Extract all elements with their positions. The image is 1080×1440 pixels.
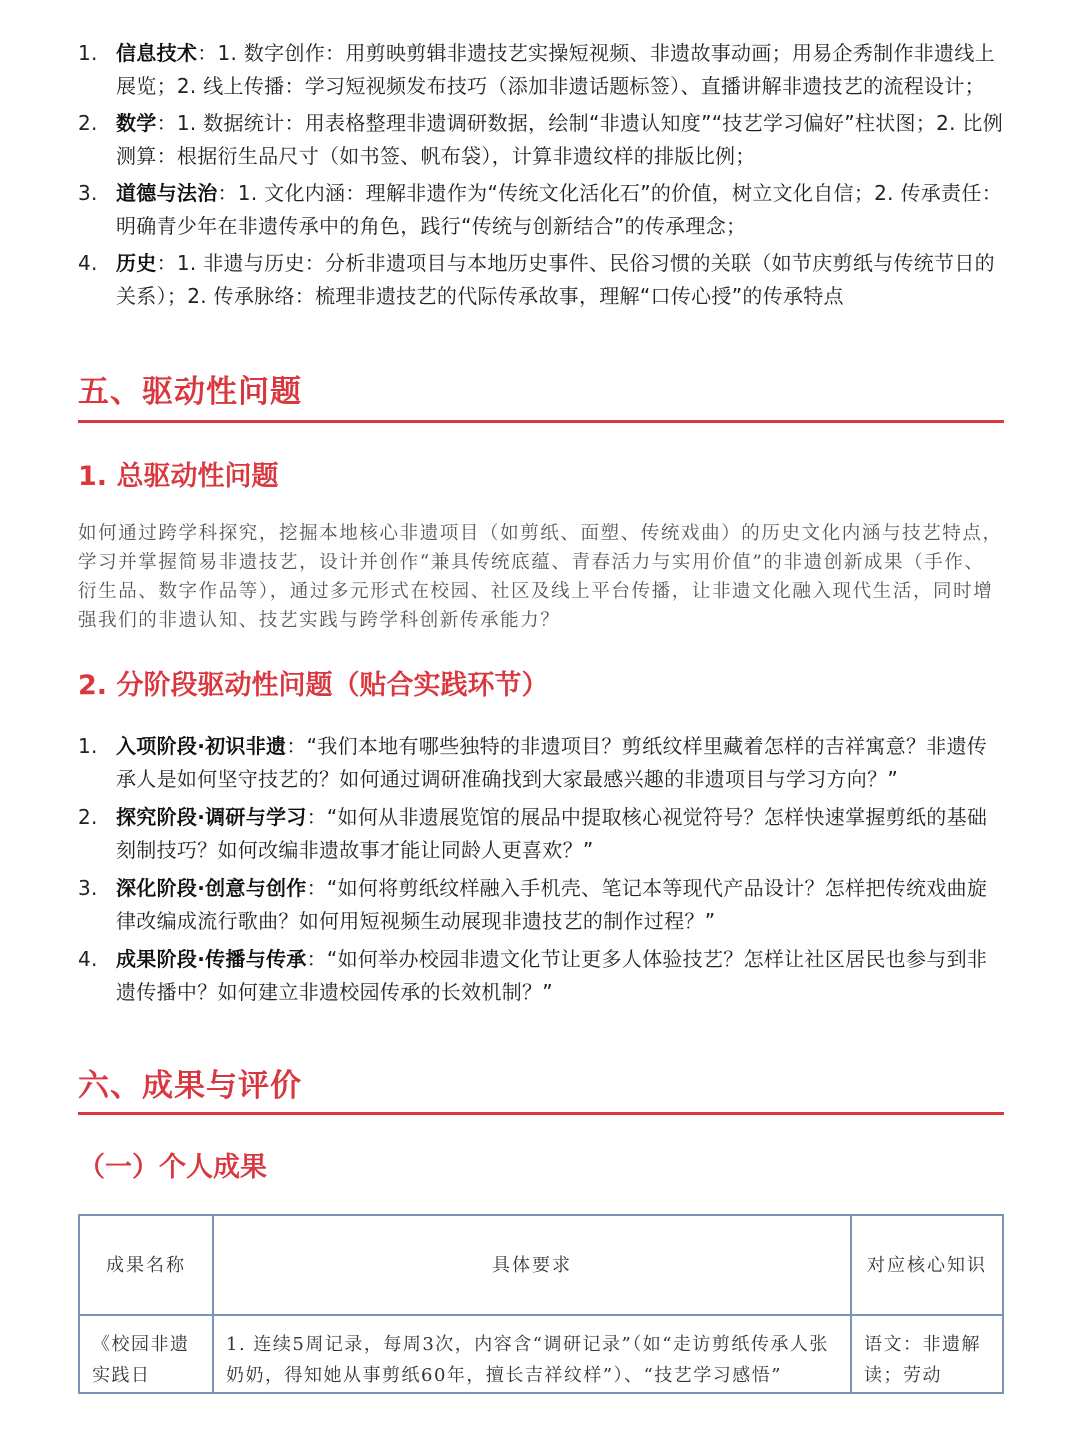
- item-text: ：“如何举办校园非遗文化节让更多人体验技艺？怎样让社区居民也参与到非遗传播中？如何建立非遗校园传承的长效机制？”: [116, 947, 988, 1004]
- achievement-table: [78, 1214, 1004, 1394]
- list-item: [78, 730, 1004, 796]
- subsection-heading: 1. 总驱动性问题: [78, 461, 279, 492]
- stage-question-list: [78, 730, 1004, 1014]
- item-number: 4.: [78, 251, 98, 275]
- page-bottom-crop: [0, 1397, 1080, 1440]
- item-label: 数学: [116, 111, 157, 135]
- item-number: 3.: [78, 876, 98, 900]
- section-heading: 六、成果与评价: [78, 1068, 302, 1104]
- item-text: ：1. 文化内涵：理解非遗作为“传统文化活化石”的价值，树立文化自信；2. 传承责任：明确青少年在非遗传承中的角色，践行“传统与创新结合”的传承理念；: [116, 181, 1003, 238]
- item-number: 1.: [78, 41, 98, 65]
- list-item: [78, 943, 1004, 1009]
- item-text: ：1. 数据统计：用表格整理非遗调研数据，绘制“非遗认知度”“技艺学习偏好”柱状图；2. 比例测算：根据衍生品尺寸（如书签、帆布袋），计算非遗纹样的排版比例；: [116, 111, 1004, 168]
- section-divider: [78, 420, 1004, 423]
- table-header-row: [79, 1215, 1003, 1315]
- list-item: [78, 107, 1004, 173]
- item-label: 信息技术: [116, 41, 198, 65]
- section-heading: 五、驱动性问题: [78, 374, 302, 410]
- subsection-heading: 2. 分阶段驱动性问题（贴合实践环节）: [78, 670, 549, 701]
- item-text: ：1. 非遗与历史：分析非遗项目与本地历史事件、民俗习惯的关联（如节庆剪纸与传统节日的关系）；2. 传承脉络：梳理非遗技艺的代际传承故事，理解“口传心授”的传承特点: [116, 251, 995, 308]
- list-item: [78, 177, 1004, 243]
- list-item: [78, 247, 1004, 313]
- table-cell: 1. 连续5周记录，每周3次，内容含“调研记录”（如“走访剪纸传承人张奶奶，得知她从事剪纸60年，擅长吉祥纹样”）、“技艺学习感悟”: [213, 1315, 851, 1393]
- item-text: ：“我们本地有哪些独特的非遗项目？剪纸纹样里藏着怎样的吉祥寓意？非遗传承人是如何坚守技艺的？如何通过调研准确找到大家最感兴趣的非遗项目与学习方向？”: [116, 734, 988, 791]
- list-item: [78, 872, 1004, 938]
- item-text: ：“如何从非遗展览馆的展品中提取核心视觉符号？怎样快速掌握剪纸的基础刻制技巧？如何改编非遗故事才能让同龄人更喜欢？”: [116, 805, 988, 862]
- section-divider: [78, 1112, 1004, 1115]
- table-cell: 《校园非遗实践日: [79, 1315, 213, 1393]
- item-label: 深化阶段·创意与创作: [116, 876, 307, 900]
- column-header: 具体要求: [213, 1215, 851, 1315]
- item-label: 历史: [116, 251, 157, 275]
- item-text: ：1. 数字创作：用剪映剪辑非遗技艺实操短视频、非遗故事动画；用易企秀制作非遗线上展览；2. 线上传播：学习短视频发布技巧（添加非遗话题标签）、直播讲解非遗技艺的流程设计；: [116, 41, 995, 98]
- item-number: 3.: [78, 181, 98, 205]
- subsection-heading: （一）个人成果: [78, 1152, 267, 1183]
- item-number: 2.: [78, 111, 98, 135]
- item-label: 道德与法治: [116, 181, 218, 205]
- table-row: [79, 1315, 1003, 1393]
- table-cell: 语文：非遗解读；劳动: [851, 1315, 1003, 1393]
- column-header: 对应核心知识: [851, 1215, 1003, 1315]
- item-label: 成果阶段·传播与传承: [116, 947, 307, 971]
- item-text: ：“如何将剪纸纹样融入手机壳、笔记本等现代产品设计？怎样把传统戏曲旋律改编成流行歌曲？如何用短视频生动展现非遗技艺的制作过程？”: [116, 876, 988, 933]
- item-label: 入项阶段·初识非遗: [116, 734, 287, 758]
- list-item: [78, 37, 1004, 103]
- list-item: [78, 801, 1004, 867]
- subject-list: [78, 37, 1004, 317]
- item-number: 1.: [78, 734, 98, 758]
- column-header: 成果名称: [79, 1215, 213, 1315]
- item-number: 2.: [78, 805, 98, 829]
- overall-question-paragraph: 如何通过跨学科探究，挖掘本地核心非遗项目（如剪纸、面塑、传统戏曲）的历史文化内涵与技艺特点，学习并掌握简易非遗技艺，设计并创作“兼具传统底蕴、青春活力与实用价值”的非遗创新成果（手作、衍生品、数字作品等），通过多元形式在校园、社区及线上平台传播，让非遗文化融入现代生活，同时增强我们的非遗认知、技艺实践与跨学科创新传承能力？: [78, 523, 1003, 631]
- item-label: 探究阶段·调研与学习: [116, 805, 307, 829]
- item-number: 4.: [78, 947, 98, 971]
